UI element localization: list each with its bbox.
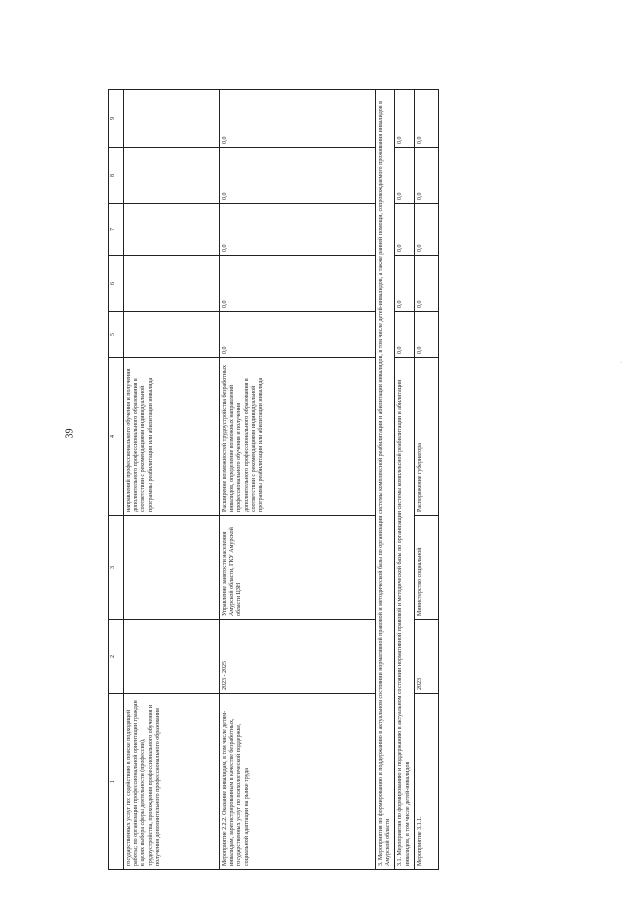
term-cell: 2023 [414,620,438,694]
term-cell: 2023 - 2025 [220,620,376,694]
value-cell: 0,0 [414,204,438,256]
term-cell [124,620,220,694]
program-measures-table [108,89,439,870]
value-cell: 0,0 [395,148,414,204]
column-number: 7 [109,204,124,256]
column-number: 8 [109,148,124,204]
value-cell: 0,0 [220,312,376,358]
column-number: 3 [109,516,124,620]
section-3-heading: 3. Мероприятия по формированию и поддержанию в актуальном состоянии нормативной правовой и методической базы по организации системы комплексной реабилитации и абилитации инвалидов, в том числе детей-инвалидов, а также ранней помощи, сопровождаемого проживания инвалидов в Амурской области [376,90,395,870]
value-cell: 0,0 [220,256,376,312]
executor-cell: Министерство социальной [414,516,438,620]
rotated-table-wrapper [108,90,439,870]
value-cell: 0,0 [395,90,414,148]
column-number: 9 [109,90,124,148]
executor-cell [124,516,220,620]
value-cell: 0,0 [414,256,438,312]
table-row-subsection-3-1 [395,90,414,870]
table-row-measure-3-1-1 [414,90,438,870]
value-cell: 0,0 [220,90,376,148]
section-heading-row [376,90,395,870]
measure-name-cell: Мероприятие 2.2.2. Оказание инвалидам, в том числе детям-инвалидам, зарегистрированным в качестве безработных, государственных услуг по психологической поддержке, социальной адаптации на рынке труда [220,694,376,870]
column-number: 5 [109,312,124,358]
column-number: 2 [109,620,124,694]
value-cell: 0,0 [220,204,376,256]
subsection-3-1-heading: 3.1. Мероприятия по формированию и поддержанию в актуальном состоянии нормативной правовой и методической базы по организации системы комплексной реабилитации и абилитации инвалидов, в том числе детей-инвалидов [395,358,414,870]
column-number-row [109,90,124,870]
column-number: 1 [109,694,124,870]
value-cell: 0,0 [395,312,414,358]
value-cell: 0,0 [414,148,438,204]
measure-name-cell: Мероприятие 3.1.1. [414,694,438,870]
value-cell [124,256,220,312]
value-cell: 0,0 [414,90,438,148]
value-cell: 0,0 [395,256,414,312]
table-row-continued [124,90,220,870]
expected-result-cell: направлений профессионального обучения и получения дополнительного профессионального образования в соответствии с рекомендациями индивидуальной программы реабилитации или абилитации инвалида [124,358,220,516]
table-row-measure-2-2-2 [220,90,376,870]
value-cell: 0,0 [220,148,376,204]
value-cell [124,312,220,358]
value-cell [124,90,220,148]
column-number: 6 [109,256,124,312]
value-cell: 0,0 [395,204,414,256]
scan-speck: · [620,360,622,366]
expected-result-cell: Расширение возможностей трудоустройства безработных инвалидов, определение возможных направлений профессионального обучения и получения дополнительного профессионального образования в соответствии с рекомендациями индивидуальной программы реабилитации или абилитации инвалида [220,358,376,516]
expected-result-cell: Распоряжение губернатора [414,358,438,516]
value-cell [124,204,220,256]
column-number: 4 [109,358,124,516]
executor-cell: Управление занятости населения Амурской области, ГКУ Амурской области ЦЗН [220,516,376,620]
page-number: 39 [64,428,76,439]
value-cell: 0,0 [414,312,438,358]
measure-name-cell: государственных услуг по: содействию в поиске подходящей работы; по организации профессиональной ориентации граждан в целях выбора сферы деятельности (профессии), трудоустройства, прохождения профессионального обучения и получения дополнительного профессионального образования [124,694,220,870]
value-cell [124,148,220,204]
